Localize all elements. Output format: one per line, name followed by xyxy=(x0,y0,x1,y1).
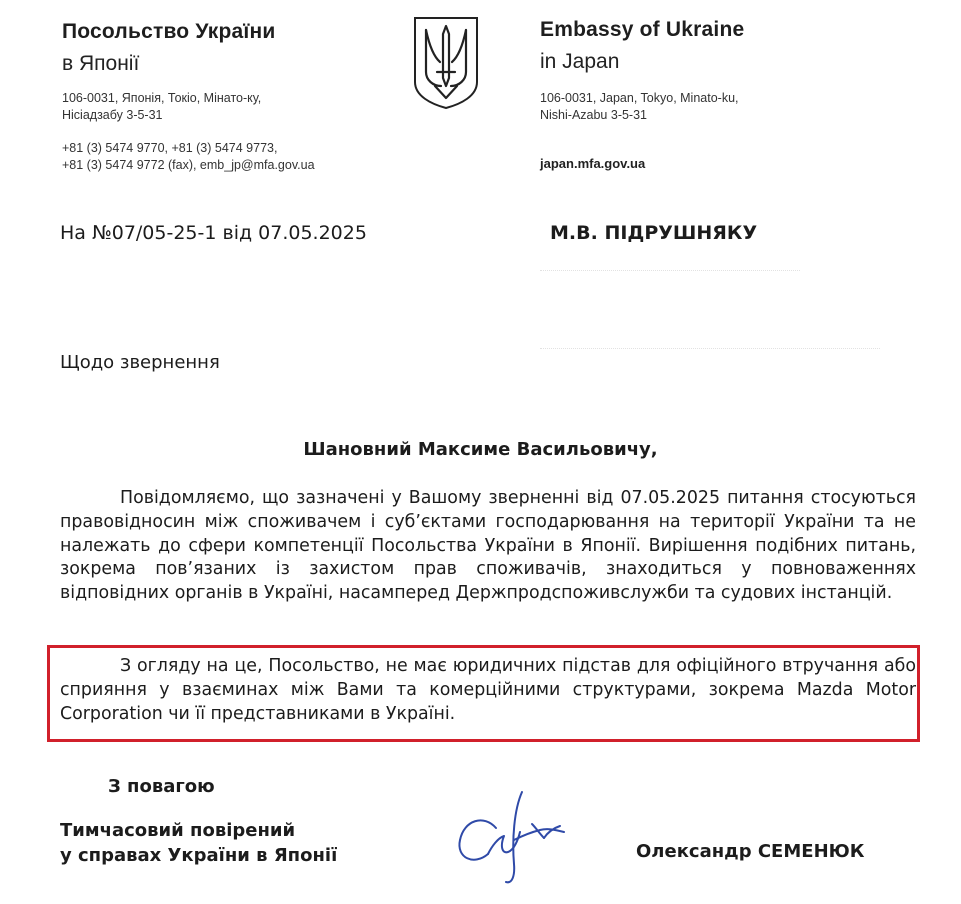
handwritten-signature xyxy=(448,780,598,892)
tryzub-emblem-icon xyxy=(413,16,479,110)
embassy-website: japan.mfa.gov.ua xyxy=(540,156,646,171)
embassy-address-en xyxy=(540,90,739,124)
signatory-title-line1: Тимчасовий повірений xyxy=(60,820,296,841)
address-line1-en: 106-0031, Japan, Tokyo, Minato-ku, xyxy=(540,91,739,105)
address-line2-en: Nishi-Azabu 3-5-31 xyxy=(540,108,647,122)
embassy-title-en: Embassy of Ukraine xyxy=(540,18,745,41)
embassy-address-ua xyxy=(62,90,261,124)
phone-line2-ua: +81 (3) 5474 9772 (fax), emb_jp@mfa.gov.ua xyxy=(62,158,315,172)
signatory-title-line2: у справах України в Японії xyxy=(60,845,338,866)
paragraph-1: Повідомляємо, що зазначені у Вашому зверненні від 07.05.2025 питання стосуються правовідносин між споживачем і суб’єктами господарювання на території України та не належать до сфери компетенції Посольства України в Японії. Вирішення подібних питань, зокрема пов’язаних із захистом прав споживачів, знаходиться у повноваженнях відповідних органів в Україні, насамперед Держпродспоживслужби та судових інстанцій. xyxy=(60,488,916,604)
address-line1-ua: 106-0031, Японія, Токіо, Мінато-ку, xyxy=(62,91,262,105)
address-line2-ua: Ніcіадзабу 3-5-31 xyxy=(62,108,163,122)
closing: З повагою xyxy=(108,776,215,797)
embassy-title-ua: Посольство України xyxy=(62,20,276,43)
paragraph-2: З огляду на це, Посольство, не має юридичних підстав для офіційного втручання або сприяння у взаєминах між Вами та комерційними структурами, зокрема Mazda Motor Corporation чи її представниками в Україні. xyxy=(60,656,916,724)
redacted-address-line xyxy=(540,336,880,349)
embassy-contacts-ua xyxy=(62,140,315,174)
signatory-title xyxy=(60,818,337,868)
signatory-name: Олександр СЕМЕНЮК xyxy=(636,841,865,862)
phone-line1-ua: +81 (3) 5474 9770, +81 (3) 5474 9773, xyxy=(62,141,278,155)
letter-subject: Щодо звернення xyxy=(60,352,220,373)
embassy-subtitle-ua: в Японії xyxy=(62,52,140,75)
embassy-subtitle-en: in Japan xyxy=(540,50,620,73)
addressee-name: М.В. ПІДРУШНЯКУ xyxy=(550,222,758,244)
letter-reference: На №07/05-25-1 від 07.05.2025 xyxy=(60,222,367,244)
redacted-address-line xyxy=(540,258,800,271)
salutation: Шановний Максиме Васильовичу, xyxy=(303,439,658,460)
